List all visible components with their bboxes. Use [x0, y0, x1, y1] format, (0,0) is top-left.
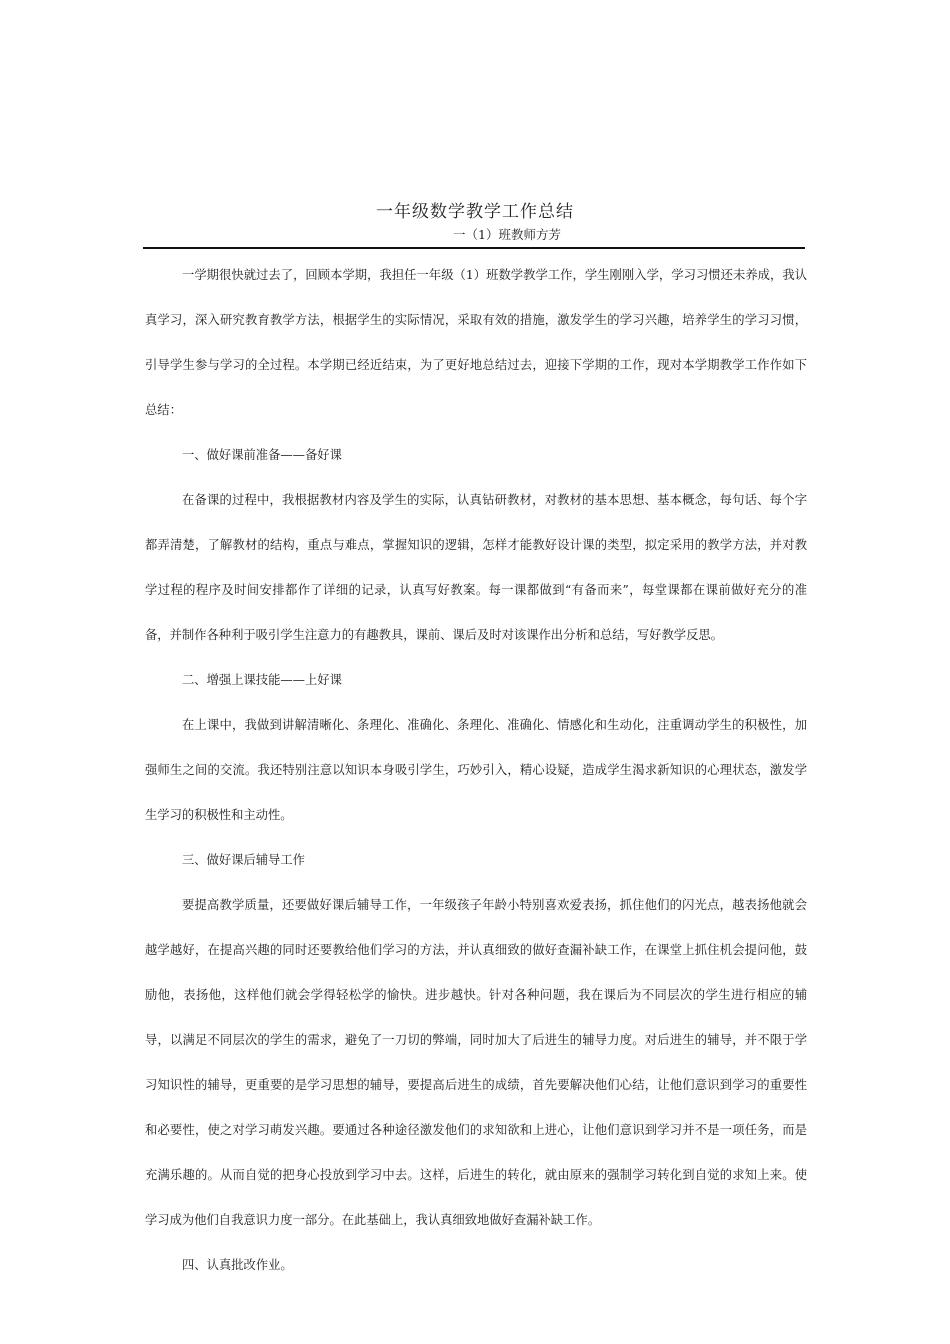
section-heading-2: 二、增强上课技能——上好课 [182, 673, 342, 687]
section-heading-4: 四、认真批改作业。 [182, 1258, 293, 1272]
paragraph-after-class-tutoring: 要提高教学质量，还要做好课后辅导工作，一年级孩子年龄小特别喜欢爱表扬，抓住他们的闪光点，越表扬他就会越学越好，在提高兴趣的同时还要教给他们学习的方法，并认真细致的做好查漏补缺工作，在课堂上抓住机会提问他，鼓励他，表扬他，这样他们就会学得轻松学的愉快。进步越快。针对各种问题，我在课后为不同层次的学生进行相应的辅导，以满足不同层次的学生的需求，避免了一刀切的弊端，同时加大了后进生的辅导力度。对后进生的辅导，并不限于学习知识性的辅导，更重要的是学习思想的辅导，要提高后进生的成绩，首先要解决他们心结，让他们意识到学习的重要性和必要性，使之对学习萌发兴趣。要通过各种途径激发他们的求知欲和上进心，让他们意识到学习并不是一项任务，而是充满乐趣的。从而自觉的把身心投放到学习中去。这样，后进生的转化，就由原来的强制学习转化到自觉的求知上来。使学习成为他们自我意识力度一部分。在此基础上，我认真细致地做好查漏补缺工作。 [145, 898, 807, 1227]
paragraph-teaching-skills: 在上课中，我做到讲解清晰化、条理化、准确化、条理化、准确化、情感化和生动化，注重调动学生的积极性，加强师生之间的交流。我还特别注意以知识本身吸引学生，巧妙引入，精心设疑，造成学生渴求新知识的心理状态，激发学生学习的积极性和主动性。 [145, 718, 807, 822]
document-body [145, 253, 807, 1288]
section-heading-3: 三、做好课后辅导工作 [182, 853, 305, 867]
document-title: 一年级数学教学工作总结 [376, 202, 574, 222]
section-heading-1: 一、做好课前准备——备好课 [182, 448, 342, 462]
paragraph-lesson-prep: 在备课的过程中，我根据教材内容及学生的实际，认真钻研教材，对教材的基本思想、基本概念，每句话、每个字都弄清楚，了解教材的结构，重点与难点，掌握知识的逻辑，怎样才能教好设计课的类型，拟定采用的教学方法，并对教学过程的程序及时间安排都作了详细的记录，认真写好教案。每一课都做到“有备而来”，每堂课都在课前做好充分的准备，并制作各种利于吸引学生注意力的有趣教具，课前、课后及时对该课作出分析和总结，写好教学反思。 [145, 493, 807, 642]
document-subtitle: 一（1）班教师方芳 [453, 227, 561, 242]
paragraph-intro: 一学期很快就过去了，回顾本学期，我担任一年级（1）班数学教学工作，学生刚刚入学，学习习惯还未养成，我认真学习，深入研究教育教学方法，根据学生的实际情况，采取有效的措施，激发学生的学习兴趣，培养学生的学习习惯，引导学生参与学习的全过程。本学期已经近结束，为了更好地总结过去，迎接下学期的工作，现对本学期教学工作作如下总结： [145, 268, 807, 417]
title-divider-line [143, 247, 805, 249]
